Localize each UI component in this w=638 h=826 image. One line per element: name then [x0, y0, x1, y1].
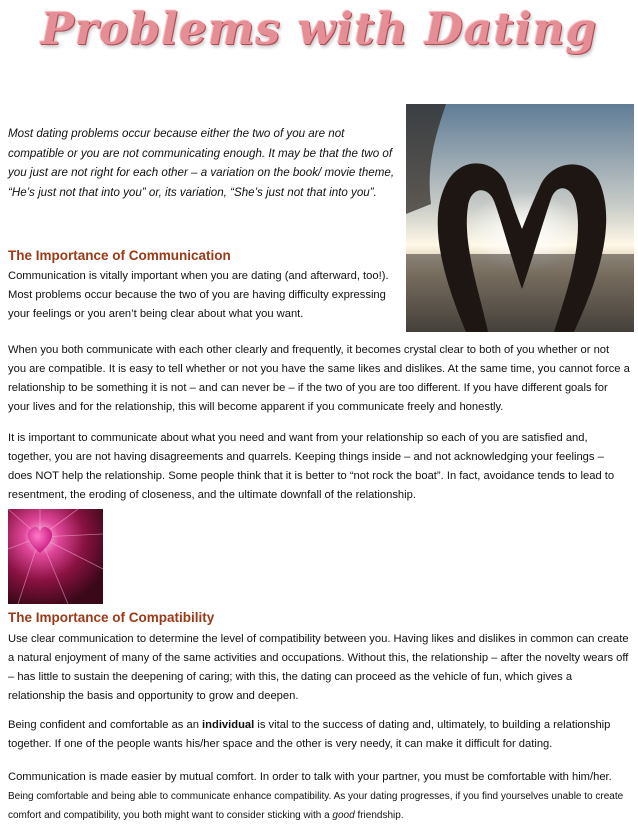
compatibility-paragraph-2 [8, 716, 630, 754]
communication-heading: The Importance of Communication [8, 248, 231, 263]
glowing-pink-heart-image [8, 509, 103, 604]
p3-small-text: Being comfortable and being able to communicate enhance compatibility. As your dating progresses, if you find yourselves unable to create comfort and compatibility, you both might want to consider sticking with a [8, 791, 624, 821]
page-title: Problems with Dating [40, 4, 598, 55]
p3-main-text: Communication is made easier by mutual comfort. In order to talk with your partner, you must be comfortable with him/her. [8, 771, 612, 783]
communication-paragraph-3: It is important to communicate about what you need and want from your relationship so each of you are satisfied and, together, you are not having disagreements and quarrels. Keeping things inside – and not acknowledging your feelings – does NOT help the relationship. Some people think that it is better to “not rock the boat”. In fact, avoidance tends to lead to resentment, the eroding of closeness, and the ultimate downfall of the relationship. [8, 432, 615, 501]
p3-end-text: friendship. [354, 810, 404, 821]
p2-text-after: is vital to the success of dating and, ultimately, to building a relationship together. If one of the people wants his/her space and the other is very needy, it can make it difficult for dating. [8, 719, 611, 750]
p2-bold-individual: individual [202, 719, 255, 731]
p2-text-before: Being confident and comfortable as an [8, 719, 203, 731]
intro-paragraph: Most dating problems occur because either the two of you are not compatible or you are not communicating enough. It may be that the two of you just are not right for each other – a variation on the book/ movie theme, “He’s just not that into you” or, its variation, “She’s just not that into you”. [8, 127, 395, 199]
compatibility-paragraph-1: Use clear communication to determine the level of compatibility between you. Having likes and dislikes in common can create a natural enjoyment of many of the same activities and occupations. Without this, the relationship – after the novelty wears off – has little to sustain the deepening of caring; with this, the dating can proceed as the vehicle of fun, which gives a relationship the basis and opportunity to grow and deepen. [8, 633, 629, 702]
hands-heart-sunset-photo [406, 104, 634, 332]
communication-paragraph-1: Communication is vitally important when you are dating (and afterward, too!). Most problems occur because the two of you are having difficulty expressing your feelings or you aren’t being clear about what you want. [8, 270, 389, 320]
communication-paragraph-2: When you both communicate with each other clearly and frequently, it becomes crystal clear to both of you whether or not you are compatible. It is easy to tell whether or not you have the same likes and dislikes. At the same time, you cannot force a relationship to be something it is not – and can never be – if the two of you are too different. If you have different goals for your lives and for the relationship, this will become apparent if you communicate freely and honestly. [8, 344, 630, 413]
p3-italic-good: good [332, 810, 355, 821]
compatibility-paragraph-3 [8, 768, 630, 825]
compatibility-heading: The Importance of Compatibility [8, 610, 215, 625]
